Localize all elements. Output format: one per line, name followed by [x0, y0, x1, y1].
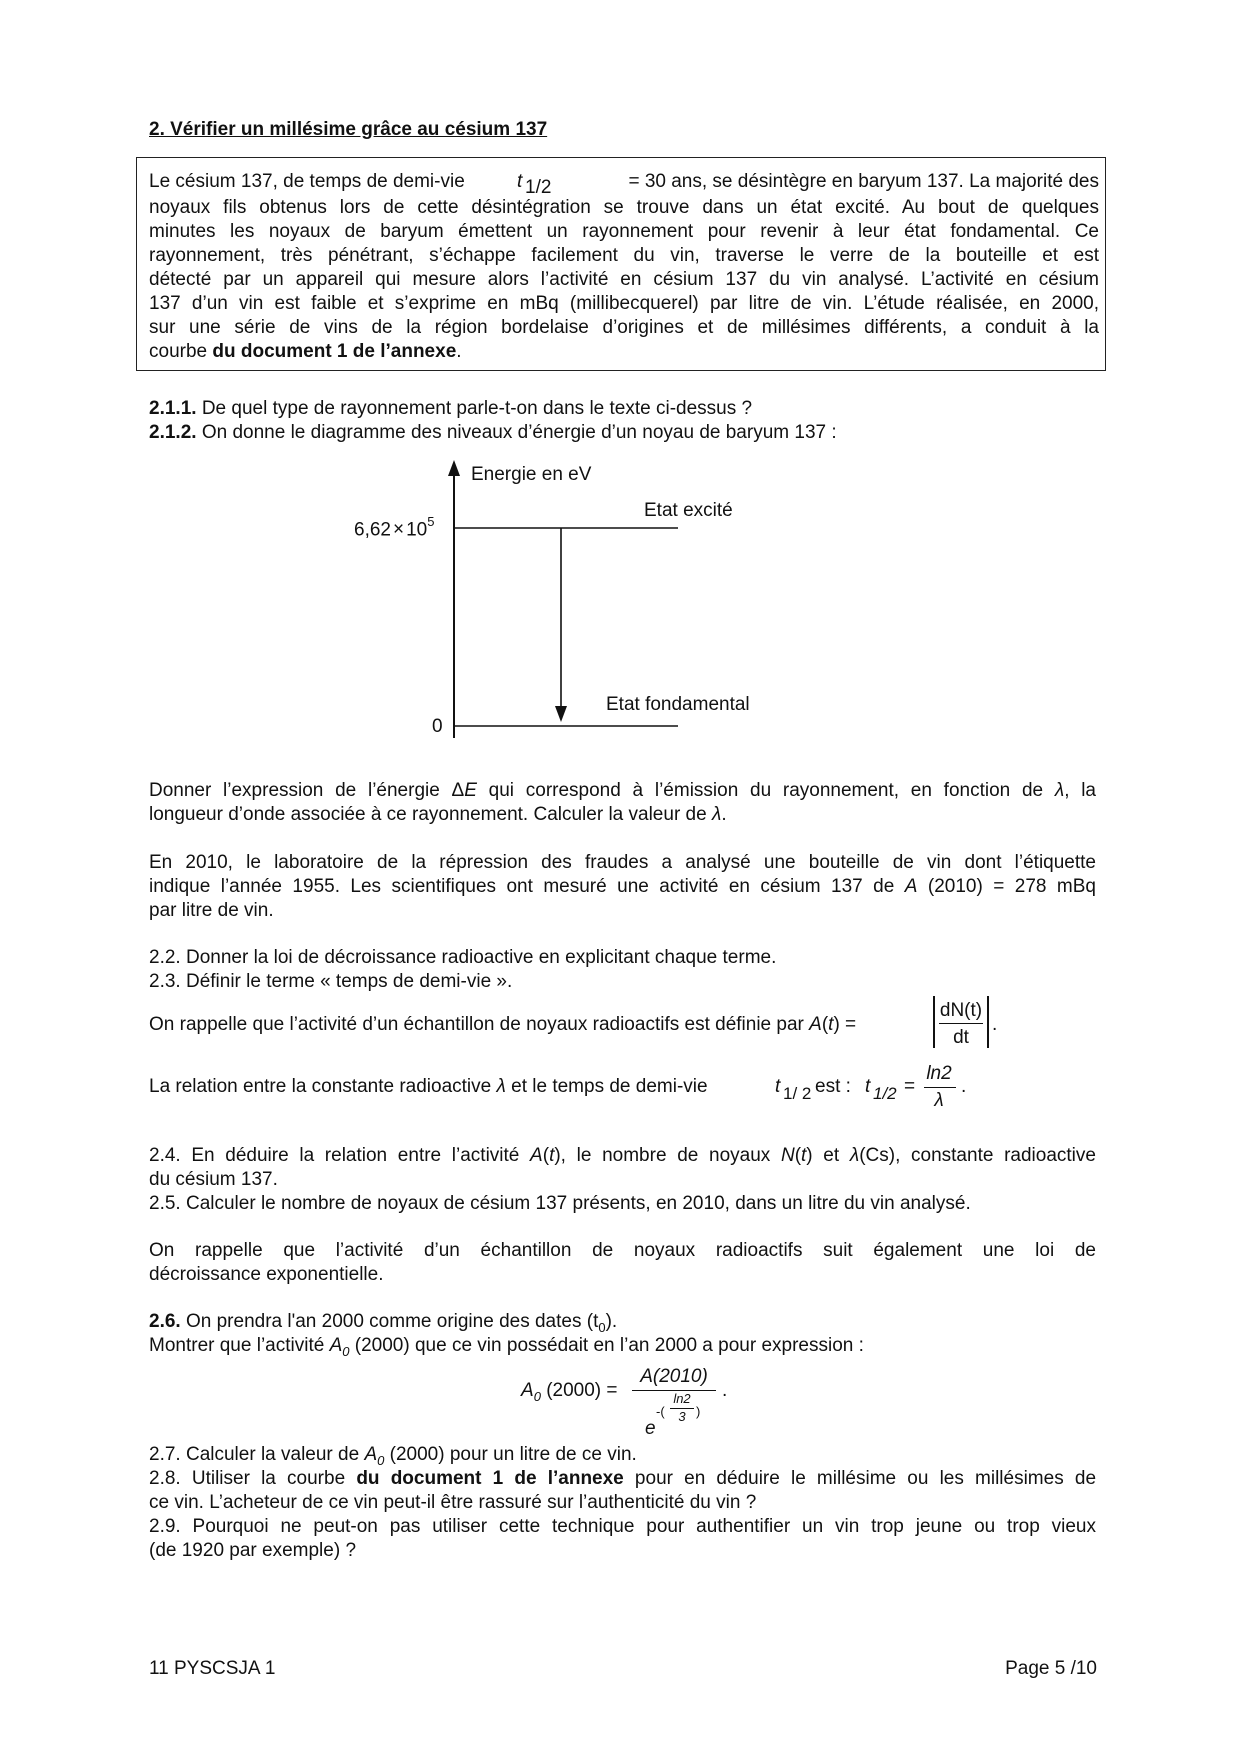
- paren: (: [821, 1014, 829, 1035]
- question-number: 2.6.: [149, 1311, 181, 1332]
- ten: 10: [406, 519, 428, 541]
- formula-exp-denominator: 3: [678, 1409, 686, 1424]
- symbol-E: E: [464, 780, 477, 801]
- text: , le nombre de noyaux: [560, 1145, 781, 1166]
- text: (2000) que ce vin possédait en l’an 2000 a pour expression :: [349, 1335, 864, 1356]
- activity-period: .: [992, 1014, 998, 1035]
- text: indique l’année 1955. Les scientifiques ont mesuré une activité en césium 137 de: [149, 876, 905, 897]
- paren-equals: ) =: [833, 1014, 857, 1035]
- question-2-8-line-2: ce vin. L’acheteur de ce vin peut-il être rassuré sur l’authenticité du vin ?: [149, 1492, 757, 1513]
- activity-numerator: dN(t): [939, 1000, 983, 1021]
- paragraph-2010: [149, 851, 1096, 923]
- activity-denominator: dt: [953, 1027, 969, 1048]
- intro-last-b: .: [456, 341, 462, 362]
- symbol-A: A: [364, 1444, 378, 1465]
- formula-exp-numerator: ln2: [673, 1391, 691, 1406]
- symbol-t: t: [828, 1014, 834, 1035]
- halflife-equals: =: [904, 1076, 916, 1097]
- text: On rappelle que l’activité d’un échantillon de noyaux radioactifs est définie par: [149, 1014, 810, 1035]
- excited-energy-value: [354, 512, 434, 542]
- formula-e: e: [645, 1418, 656, 1439]
- text: .: [721, 804, 727, 825]
- energy-level-diagram: [0, 0, 1240, 760]
- activity-fraction-line: [939, 1023, 983, 1024]
- intro-line-3: minutes les noyaux de baryum émettent un rayonnement pour revenir à leur état fondamental. Ce: [149, 221, 1099, 242]
- question-2-3: 2.3. Définir le terme « temps de demi-vie ».: [149, 971, 513, 992]
- symbol-lambda: λ: [711, 804, 722, 825]
- ground-energy-value: 0: [432, 716, 443, 737]
- intro-line-4: rayonnement, très pénétrant, s’échappe facilement du vin, traverse le verre de la bouteille et est: [149, 245, 1099, 266]
- question-2-8: [149, 1467, 1096, 1515]
- text: ) et: [806, 1145, 850, 1166]
- annex-reference: du document 1 de l’annexe: [212, 341, 457, 362]
- formula-period: .: [722, 1380, 728, 1401]
- energy-axis-arrowhead: [448, 460, 460, 476]
- halflife-numerator: ln2: [926, 1063, 952, 1084]
- symbol-t: t: [801, 1145, 807, 1166]
- text: (2000) =: [540, 1380, 618, 1401]
- halflife-fraction-line: [924, 1087, 956, 1088]
- halflife-t2-sub: 1/2: [873, 1084, 897, 1103]
- subscript-0: 0: [342, 1343, 350, 1359]
- intro-line-1-start: Le césium 137, de temps de demi-vie: [149, 171, 465, 192]
- intro-line-7: sur une série de vins de la région bordelaise d’origines et de millésimes différents, a conduit à la: [149, 317, 1099, 338]
- footer-exam-code: 11 PYSCSJA 1: [149, 1658, 276, 1679]
- halflife-symbol: t: [517, 171, 523, 192]
- text: 2.4. En déduire la relation entre l’activité: [149, 1145, 531, 1166]
- formula-numerator: A(2010): [640, 1366, 708, 1387]
- question-2-9-line-1: 2.9. Pourquoi ne peut-on pas utiliser cette technique pour authentifier un vin trop jeune ou trop vieux: [149, 1516, 1096, 1537]
- halflife-t2: t: [865, 1076, 871, 1097]
- question-text: De quel type de rayonnement parle-t-on dans le texte ci-dessus ?: [201, 398, 753, 419]
- intro-line-2: noyaux fils obtenus lors de cette désintégration se trouve dans un état excité. Au bout de quelques: [149, 197, 1099, 218]
- excited-state-label: Etat excité: [644, 500, 733, 521]
- question-number: 2.1.2.: [149, 422, 197, 443]
- question-2-9-line-2: (de 1920 par exemple) ?: [149, 1540, 357, 1561]
- intro-line-1-end: = 30 ans, se désintègre en baryum 137. La majorité des: [628, 171, 1099, 192]
- formula-exp-close: ): [696, 1404, 701, 1419]
- text: qui correspond à l’émission du rayonnement, en fonction de: [476, 780, 1055, 801]
- symbol-lambda: λ: [496, 1076, 506, 1097]
- paragraph-2010-line-1: En 2010, le laboratoire de la répression des fraudes a analysé une bouteille de vin dont l’étiquette: [149, 852, 1096, 873]
- section-title: 2. Vérifier un millésime grâce au césium 137: [149, 119, 548, 140]
- paragraph-exponential-line-1: On rappelle que l’activité d’un échantillon de noyaux radioactifs suit également une loi de: [149, 1240, 1096, 1261]
- paragraph-2010-line-2: [149, 875, 1096, 899]
- halflife-t-sub: 1/ 2: [783, 1084, 812, 1103]
- symbol-A: A: [521, 1380, 534, 1401]
- text: La relation entre la constante radioactive: [149, 1076, 497, 1097]
- symbol-t: t: [549, 1145, 555, 1166]
- times-sign: ×: [392, 519, 405, 541]
- text: (2010) = 278 mBq: [917, 876, 1096, 897]
- annex-reference: du document 1 de l’annexe: [356, 1468, 624, 1489]
- question-2-2: 2.2. Donner la loi de décroissance radioactive en explicitant chaque terme.: [149, 947, 777, 968]
- footer-page-number: Page 5 /10: [1005, 1658, 1097, 1679]
- question-2-6-line-2: [149, 1334, 864, 1364]
- symbol-A: A: [530, 1145, 543, 1166]
- question-2-4: [149, 1144, 1096, 1192]
- subscript-0: 0: [377, 1452, 385, 1468]
- intro-line-6: 137 d’un vin est faible et s’exprime en mBq (millibecquerel) par litre de vin. L’étude réalisée, en 2000,: [149, 293, 1099, 314]
- symbol-A: A: [904, 876, 918, 897]
- energy-line-2: [149, 803, 1096, 827]
- text: On prendra l'an 2000 comme origine des dates (t: [180, 1311, 599, 1332]
- halflife-est: est :: [815, 1076, 851, 1097]
- text: longueur d’onde associée à ce rayonnement. Calculer la valeur de: [149, 804, 712, 825]
- excited-energy-mantissa: 6,62: [354, 519, 391, 541]
- question-number: 2.1.1.: [149, 398, 197, 419]
- transition-arrowhead: [555, 706, 567, 722]
- text: et le temps de demi-vie: [505, 1076, 708, 1097]
- text: (Cs), constante radioactive: [859, 1145, 1096, 1166]
- symbol-A: A: [809, 1014, 822, 1035]
- ground-state-label: Etat fondamental: [606, 694, 750, 715]
- paragraph-exponential-line-2: décroissance exponentielle.: [149, 1264, 384, 1285]
- symbol-A: A: [329, 1335, 343, 1356]
- energy-line-1: [149, 779, 1096, 803]
- halflife-subscript: 1/2: [525, 177, 552, 198]
- symbol-lambda: λ: [1054, 780, 1065, 801]
- subscript-0: 0: [533, 1388, 541, 1404]
- formula-exp-minus: -(: [656, 1404, 665, 1419]
- text: , la: [1064, 780, 1096, 801]
- text: Montrer que l’activité: [149, 1335, 330, 1356]
- text: (2000) pour un litre de ce vin.: [384, 1444, 637, 1465]
- question-2-9: [149, 1515, 1096, 1563]
- symbol-lambda: λ: [849, 1145, 860, 1166]
- halflife-relation: [149, 1075, 708, 1099]
- question-2-8-line-1: [149, 1467, 1096, 1491]
- energy-paragraph: [149, 779, 1096, 827]
- question-2-5: 2.5. Calculer le nombre de noyaux de césium 137 présents, en 2010, dans un litre du vin analysé.: [149, 1193, 971, 1214]
- question-text: On donne le diagramme des niveaux d’énergie d’un noyau de baryum 137 :: [201, 422, 837, 443]
- question-2-4-line-2: du césium 137.: [149, 1169, 278, 1190]
- exponent: 5: [427, 514, 435, 529]
- abs-bar-right: [987, 996, 989, 1048]
- paragraph-2010-line-3: par litre de vin.: [149, 900, 274, 921]
- energy-axis-label: Energie en eV: [471, 464, 592, 485]
- text: pour en déduire le millésime ou les millésimes de: [623, 1468, 1097, 1489]
- text: 2.7. Calculer la valeur de: [149, 1444, 365, 1465]
- question-2-4-line-1: 2.4. En déduire la relation entre l’activité A(t), le nombre de noyaux N(t) et λ(Cs), constante radioactive: [149, 1145, 1096, 1166]
- text: Donner l’expression de l’énergie Δ: [149, 780, 465, 801]
- halflife-t: t: [775, 1076, 781, 1097]
- text: 2.8. Utiliser la courbe: [149, 1468, 357, 1489]
- activity-definition: [149, 1013, 856, 1037]
- text: ).: [605, 1311, 618, 1332]
- intro-last-a: courbe: [149, 341, 213, 362]
- intro-line-5: détecté par un appareil qui mesure alors l’activité en césium 137 du vin analysé. L’activité en césium: [149, 269, 1099, 290]
- halflife-period: .: [961, 1076, 967, 1097]
- paragraph-exponential: [149, 1239, 1096, 1287]
- subscript-0: 0: [598, 1319, 606, 1335]
- halflife-denominator: λ: [934, 1090, 944, 1111]
- symbol-N: N: [780, 1145, 795, 1166]
- formula-lhs: [521, 1379, 618, 1409]
